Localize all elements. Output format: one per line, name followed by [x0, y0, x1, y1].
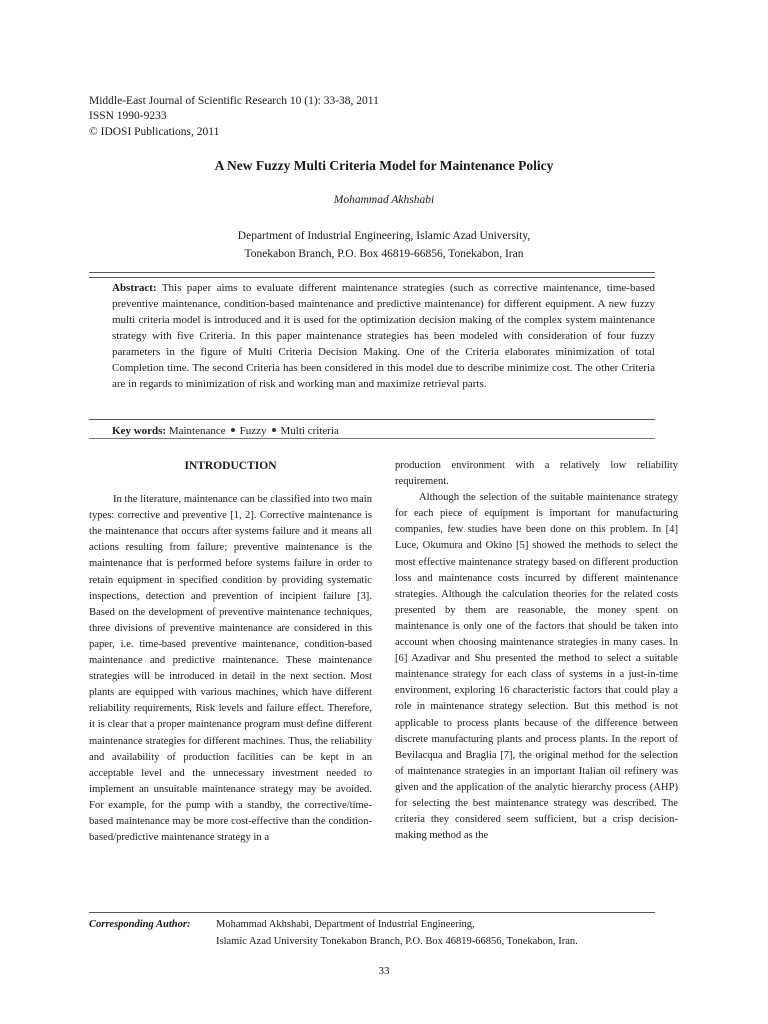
affiliation-line-1: Department of Industrial Engineering, Islamic Azad University, — [237, 230, 531, 242]
body-paragraph: production environment with a relatively low reliability requirement. — [395, 460, 678, 488]
keywords-bottom-rule — [89, 438, 655, 439]
journal-issn: ISSN 1990-9233 — [89, 110, 167, 123]
article-title: A New Fuzzy Multi Criteria Model for Maintenance Policy — [214, 158, 554, 173]
footnote-rule — [89, 912, 655, 913]
journal-publisher: © IDOSI Publications, 2011 — [89, 125, 220, 138]
article-affiliation — [0, 227, 768, 263]
page-number: 33 — [378, 965, 390, 977]
footnote-line-1: Mohammad Akhshabi, Department of Industrial Engineering, — [216, 919, 475, 930]
keywords-label: Key words: — [112, 425, 167, 437]
keywords — [112, 423, 339, 439]
footnote-line-2: Islamic Azad University Tonekabon Branch, P.O. Box 46819-66856, Tonekabon, Iran. — [216, 935, 578, 947]
bullet-separator-icon — [231, 428, 235, 432]
body-paragraph: In the literature, maintenance can be classified into two main types: corrective and preventive [1, 2]. Corrective maintenance is the maintenance that occurs after systems failure and it means all actions resulting from failure; preventive maintenance is the maintenance that is performed before systems failure in order to retain equipment in specified condition by providing systematic inspections, detection and prevention of incipient failure [3]. Based on the development of preventive maintenance techniques, three divisions of preventive maintenance are considered in this paper, i.e. time-based preventive maintenance, condition-based maintenance and predictive maintenance. These maintenance strategies will be introduced in detail in the next section. Most plants are equipped with various machines, which have different reliability requirements, Risk levels and failure effect. Therefore, it is clear that a proper maintenance program must define different maintenance strategies for different machines. Thus, the reliability and availability of production facilities can be kept in an acceptable level and the unnecessary investment needed to implement an unsuitable maintenance strategy may be avoided. For example, for the pump with a standby, the corrective/time-based maintenance may be more cost-effective than the condition-based/predictive maintenance strategy in a — [89, 494, 372, 844]
abstract — [112, 280, 655, 392]
abstract-label: Abstract: — [112, 282, 157, 294]
article-author: Mohammad Akhshabi — [333, 194, 435, 206]
body-left-column — [89, 458, 372, 846]
section-heading-introduction: INTRODUCTION — [184, 460, 277, 472]
journal-header — [89, 94, 379, 140]
affiliation-line-2: Tonekabon Branch, P.O. Box 46819-66856, Tonekabon, Iran — [244, 248, 524, 260]
journal-citation: Middle-East Journal of Scientific Research 10 (1): 33-38, 2011 — [89, 95, 379, 107]
body-right-column — [395, 458, 678, 844]
body-paragraph: Although the selection of the suitable maintenance strategy for each piece of equipment is important for manufacturing companies, few studies have been done on this problem. In [4] Luce, Okumura and Okino [5] showed the methods to select the most effective maintenance strategy based on different production loss and maintenance costs incurred by different maintenance strategies. Although the calculation theories for the related costs presented by them are reasonable, the money spent on maintenance is only one of the factors that should be taken into account when choosing maintenance strategies in many cases. In [6] Azadivar and Shu presented the method to select a suitable maintenance strategy for each class of systems in a just-in-time environment, exploring 16 characteristic factors that could play a role in maintenance strategy selection. But this method is not applicable to process plants because of the difference between discrete manufacturing plants and process plants. In the report of Bevilacqua and Braglia [7], the original method for the selection of maintenance strategies in an important Italian oil refinery was given and the application of the analytic hierarchy process (AHP) for selecting the best maintenance strategy was described. The criteria they considered seem sufficient, but a crisp decision-making method as the — [395, 492, 678, 842]
abstract-top-rule — [89, 272, 655, 273]
keyword-item: Multi criteria — [280, 425, 339, 437]
keywords-top-rule — [89, 419, 655, 420]
abstract-text: This paper aims to evaluate different maintenance strategies (such as corrective maintenance, time-based preventive maintenance, condition-based maintenance and predictive maintenance) for different equipment. A new fuzzy multi criteria model is introduced and it is used for the optimization decision making of the complex system maintenance strategy with five Criteria. In this paper maintenance strategies has been modeled with consideration of four fuzzy parameters in the figure of Multi Criteria Decision Making. One of the Criteria elaborates minimization of total Completion time. The second Criteria has been considered in this model due to describe minimize cost. The other Criteria are in regards to minimization of risk and working man and maximize retrieval parts. — [112, 282, 655, 390]
corresponding-author-footnote — [89, 917, 655, 950]
keyword-item: Fuzzy — [239, 425, 267, 437]
abstract-top-rule-inner — [89, 277, 655, 278]
keyword-item: Maintenance — [168, 425, 226, 437]
footnote-label: Corresponding Author: — [89, 919, 191, 930]
bullet-separator-icon — [272, 428, 276, 432]
